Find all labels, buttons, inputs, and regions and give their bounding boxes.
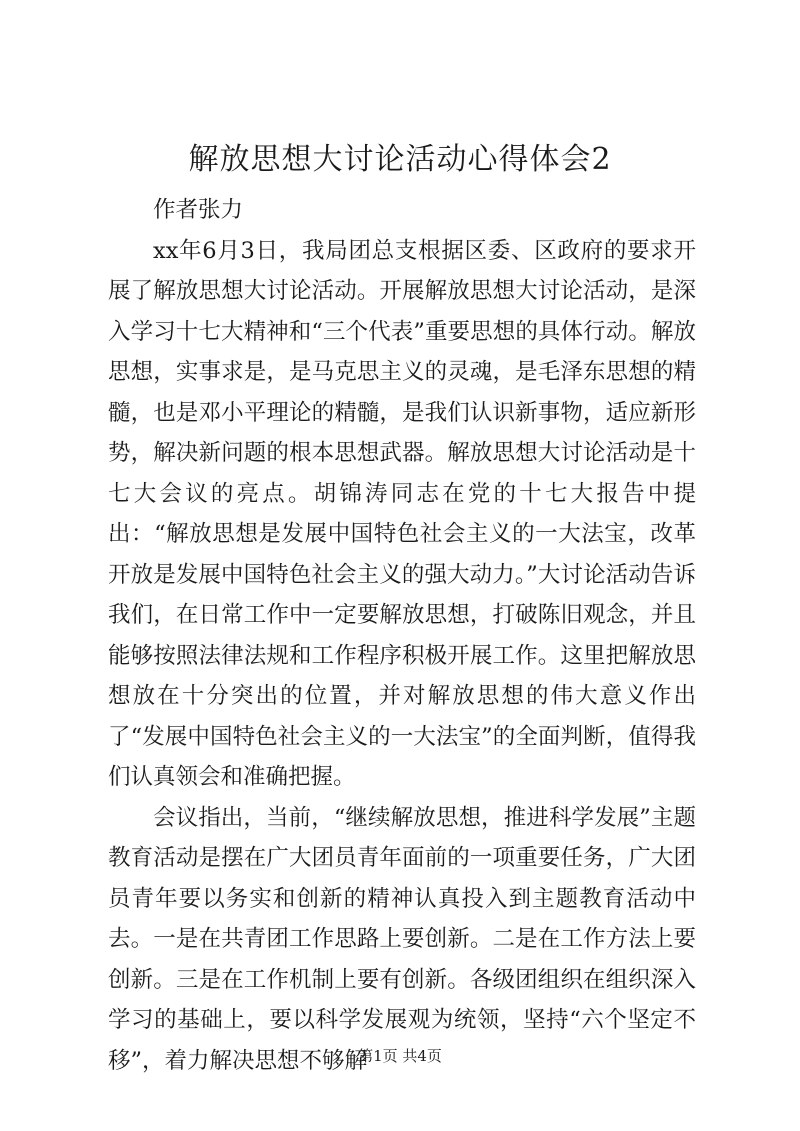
document-body <box>108 190 696 1081</box>
document-title: 解放思想大讨论活动心得体会2 <box>188 142 612 177</box>
paragraph: xx年6月3日，我局团总支根据区委、区政府的要求开展了解放思想大讨论活动。开展解放思想大讨论活动，是深入学习十七大精神和“三个代表”重要思想的具体行动。解放思想，实事求是，是马克思主义的灵魂，是毛泽东思想的精髓，也是邓小平理论的精髓，是我们认识新事物，适应新形势，解决新问题的根本思想武器。解放思想大讨论活动是十七大会议的亮点。胡锦涛同志在党的十七大报告中提出：“解放思想是发展中国特色社会主义的一大法宝，改革开放是发展中国特色社会主义的强大动力。”大讨论活动告诉我们，在日常工作中一定要解放思想，打破陈旧观念，并且能够按照法律法规和工作程序积极开展工作。这里把解放思想放在十分突出的位置，并对解放思想的伟大意义作出了“发展中国特色社会主义的一大法宝”的全面判断，值得我们认真领会和准确把握。 <box>108 237 696 790</box>
author-line: 作者张力 <box>153 197 244 223</box>
page-number-footer: 第1页 共4页 <box>358 1047 442 1065</box>
paragraph: 会议指出，当前，“继续解放思想，推进科学发展”主题教育活动是摆在广大团员青年面前的一项重要任务，广大团员青年要以务实和创新的精神认真投入到主题教育活动中去。一是在共青团工作思路上要创新。二是在工作方法上要创新。三是在工作机制上要有创新。各级团组织在组织深入学习的基础上，要以科学发展观为统领，坚持“六个坚定不移”，着力解决思想不够解 <box>108 804 696 1074</box>
